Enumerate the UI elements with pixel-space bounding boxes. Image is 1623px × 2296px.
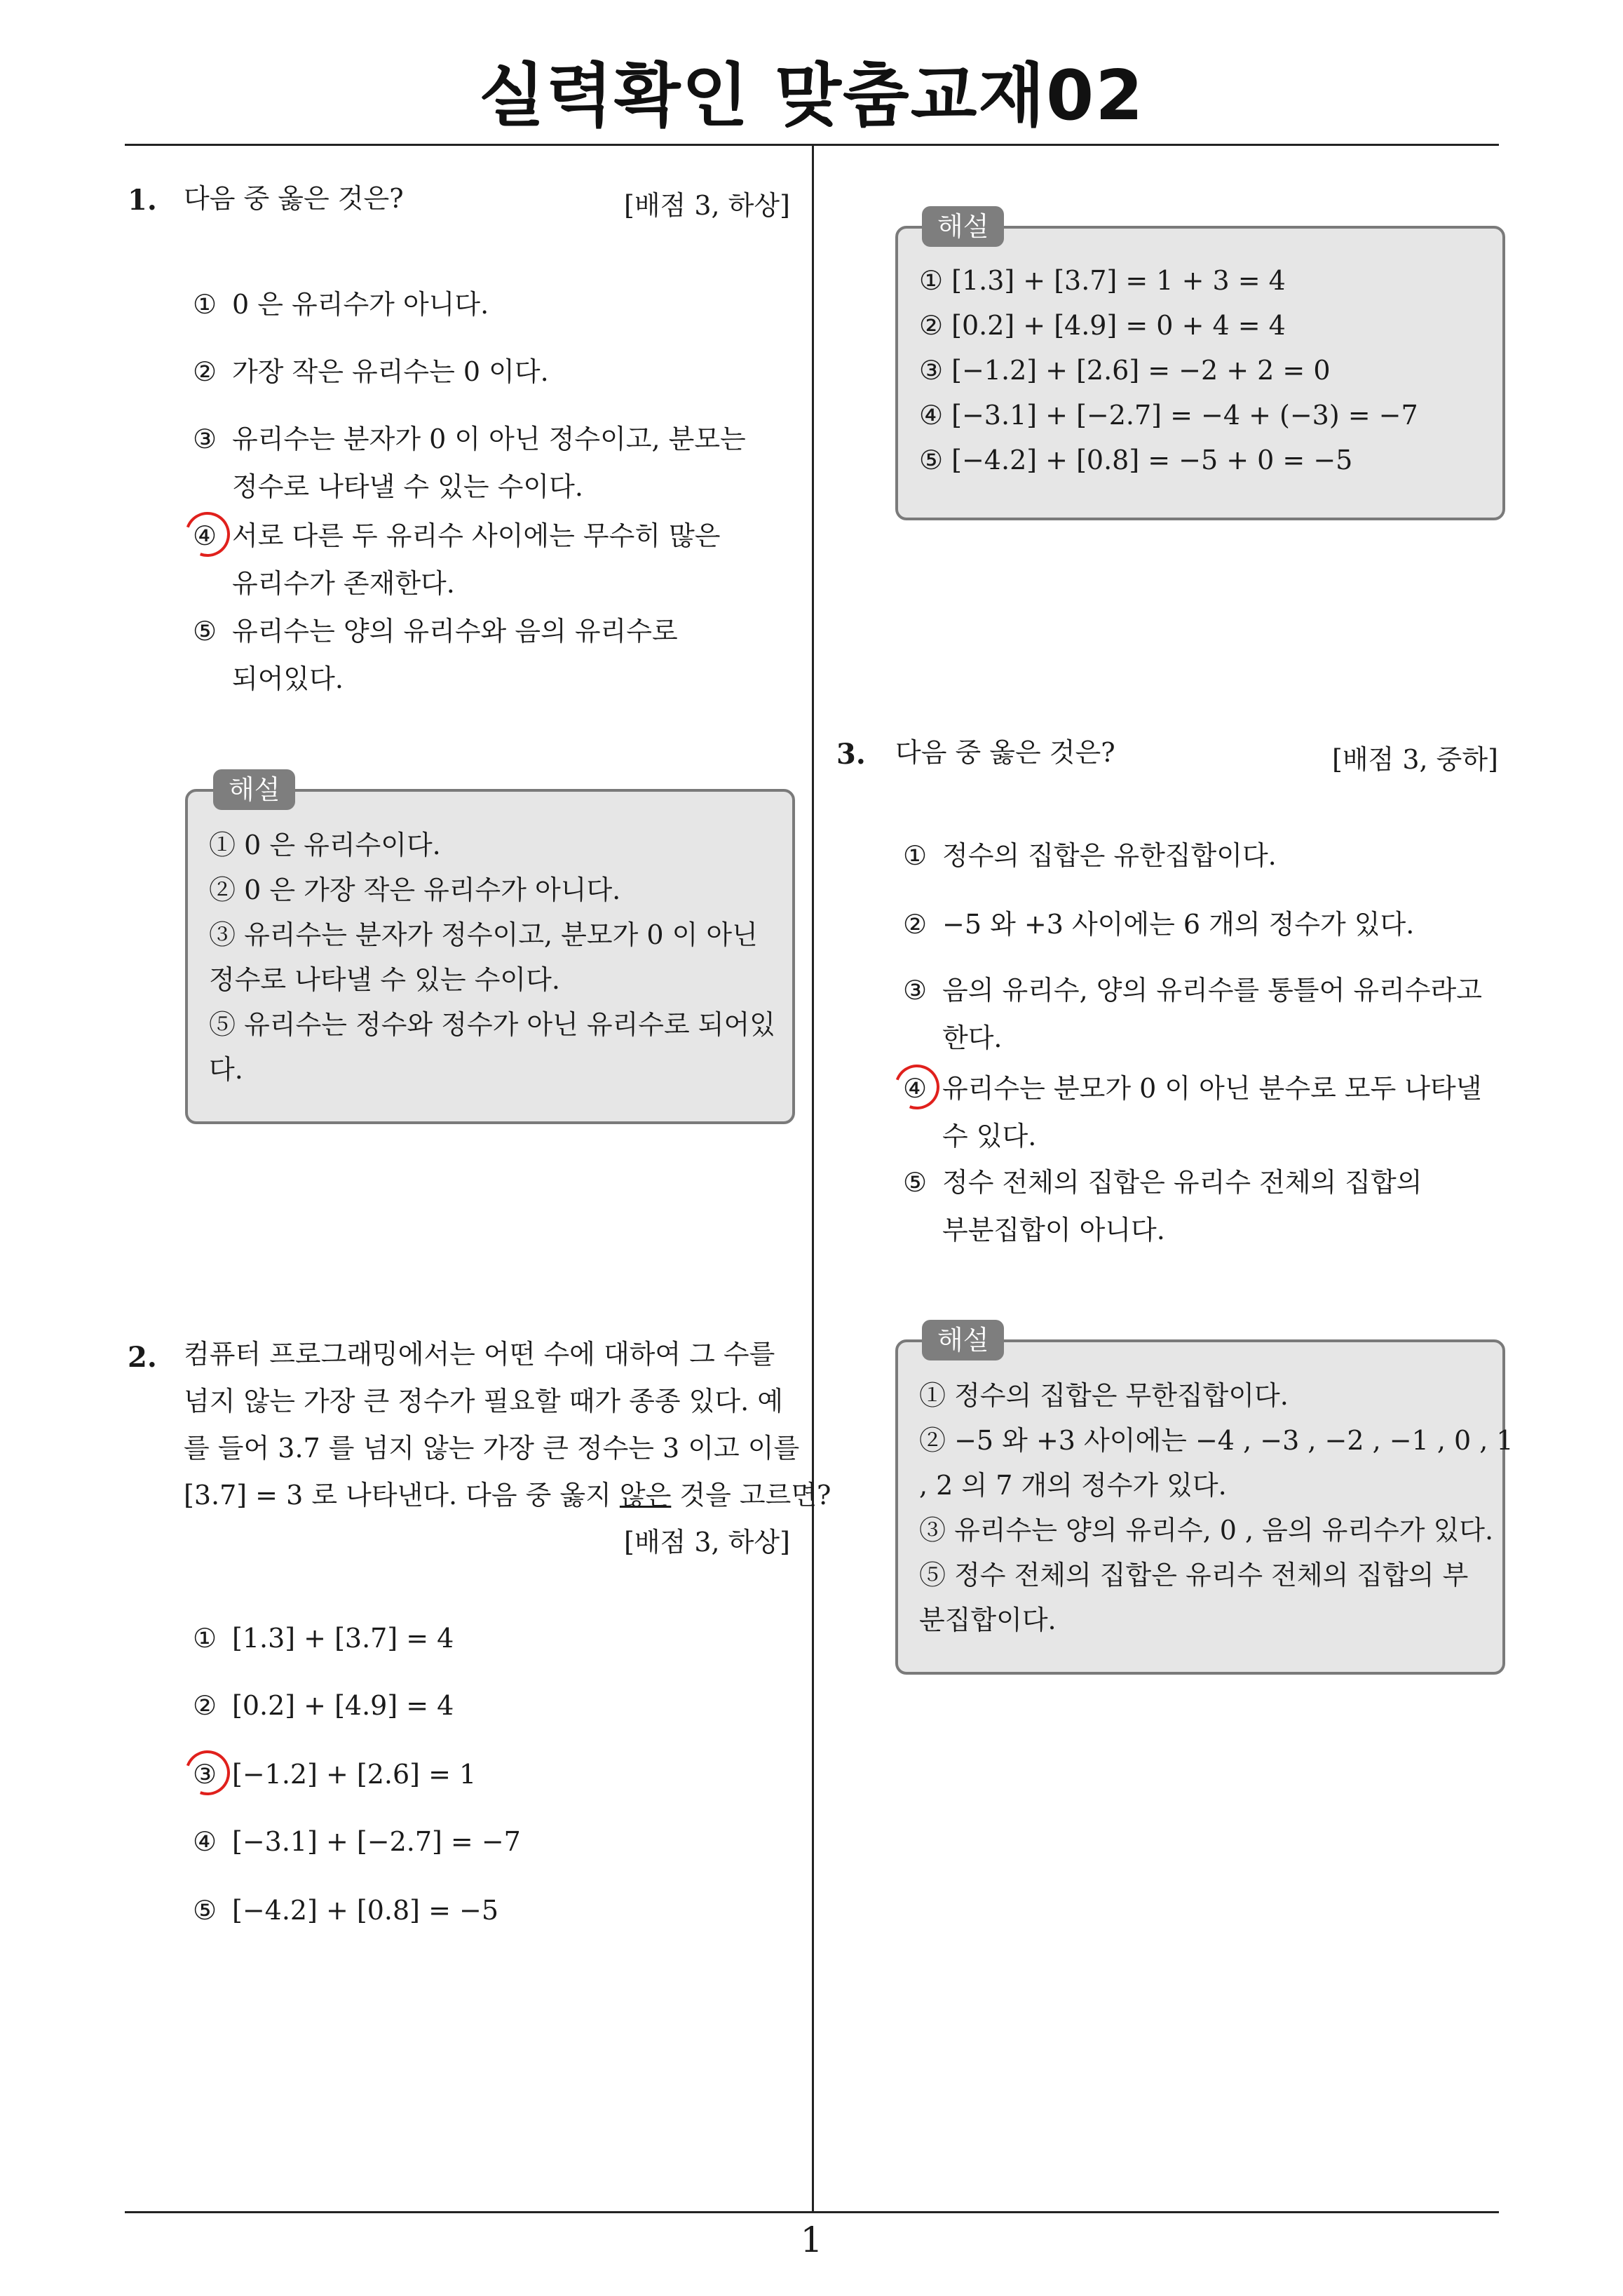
explanation-tag: 해설: [922, 206, 1004, 247]
choice-1[interactable]: ① 정수의 집합은 유한집합이다.: [903, 840, 1277, 871]
explanation-tag: 해설: [213, 769, 295, 810]
question-text: 컴퓨터 프로그래밍에서는 어떤 수에 대하여 그 수를 넘지 않는 가장 큰 정수가 필요할 때가 종종 있다. 예 를 들어 3.7 를 넘지 않는 가장 큰 정수는 3 이고 이를 [3.7] = 3 로 나타낸다. 다음 중 옳지 않은 것을 고르면?: [184, 1339, 831, 1511]
choice-2[interactable]: ② −5 와 +3 사이에는 6 개의 정수가 있다.: [903, 909, 1415, 940]
choice-3[interactable]: ③ [−1.2] + [2.6] = 1: [193, 1759, 477, 1790]
score-difficulty: [배점 3, 중하]: [1332, 744, 1498, 775]
explanation-text: ① 0 은 유리수이다. ② 0 은 가장 작은 유리수가 아니다. ③ 유리수는 분자가 정수이고, 분모가 0 이 아닌 정수로 나타낼 수 있는 수이다. ⑤ 유리수는 정수와 정수가 아닌 유리수로 되어있 다.: [209, 830, 775, 1085]
choice-5[interactable]: ⑤ 유리수는 양의 유리수와 음의 유리수로 되어있다.: [193, 616, 678, 694]
question-number: 2.: [128, 1341, 157, 1374]
choice-5[interactable]: ⑤ 정수 전체의 집합은 유리수 전체의 집합의 부분집합이 아니다.: [903, 1167, 1422, 1245]
choice-4[interactable]: ④ [−3.1] + [−2.7] = −7: [193, 1826, 521, 1857]
score-difficulty: [배점 3, 하상]: [624, 190, 790, 221]
explanation-box: [185, 774, 795, 1124]
question-text: 다음 중 옳은 것은?: [895, 737, 1115, 768]
choice-1[interactable]: ① 0 은 유리수가 아니다.: [193, 289, 489, 320]
explanation-tag: 해설: [922, 1320, 1004, 1360]
explanation-text: ① [1.3] + [3.7] = 1 + 3 = 4 ② [0.2] + [4.9] = 0 + 4 = 4 ③ [−1.2] + [2.6] = −2 + 2 = 0 ④ [−3.1] + [−2.7] = −4 + (−3) = −7 ⑤ [−4.2] + [0.8] = −5 + 0 = −5: [919, 265, 1418, 475]
explanation-box: [895, 1325, 1514, 1675]
question-text: 다음 중 옳은 것은?: [184, 183, 404, 214]
question-number: 3.: [836, 738, 866, 771]
choice-3[interactable]: ③ 음의 유리수, 양의 유리수를 통틀어 유리수라고 한다.: [903, 975, 1482, 1053]
choice-4[interactable]: ④ 서로 다른 두 유리수 사이에는 무수히 많은 유리수가 존재한다.: [193, 520, 721, 599]
footer-rule: [125, 2211, 1499, 2213]
choice-5[interactable]: ⑤ [−4.2] + [0.8] = −5: [193, 1895, 499, 1926]
explanation-text: ① 정수의 집합은 무한집합이다. ② −5 와 +3 사이에는 −4 , −3 , −2 , −1 , 0 , 1 , 2 의 7 개의 정수가 있다. ③ 유리수는 양의 유리수, 0 , 음의 유리수가 있다. ⑤ 정수 전체의 집합은 유리수 전체의 집합의 부 분집합이다.: [919, 1380, 1514, 1635]
choice-1[interactable]: ① [1.3] + [3.7] = 4: [193, 1623, 454, 1654]
question-number: 1.: [128, 184, 157, 217]
score-difficulty: [배점 3, 하상]: [624, 1527, 790, 1558]
page-title: 실력확인 맞춤교재02: [478, 56, 1145, 136]
explanation-box: [895, 211, 1505, 520]
column-divider: [812, 146, 814, 2213]
choice-4[interactable]: ④ 유리수는 분모가 0 이 아닌 분수로 모두 나타낼 수 있다.: [903, 1073, 1482, 1152]
choice-3[interactable]: ③ 유리수는 분자가 0 이 아닌 정수이고, 분모는 정수로 나타낼 수 있는 수이다.: [193, 424, 746, 502]
page-number: 1: [800, 2220, 823, 2260]
choice-2[interactable]: ② 가장 작은 유리수는 0 이다.: [193, 356, 549, 387]
choice-2[interactable]: ② [0.2] + [4.9] = 4: [193, 1690, 454, 1721]
